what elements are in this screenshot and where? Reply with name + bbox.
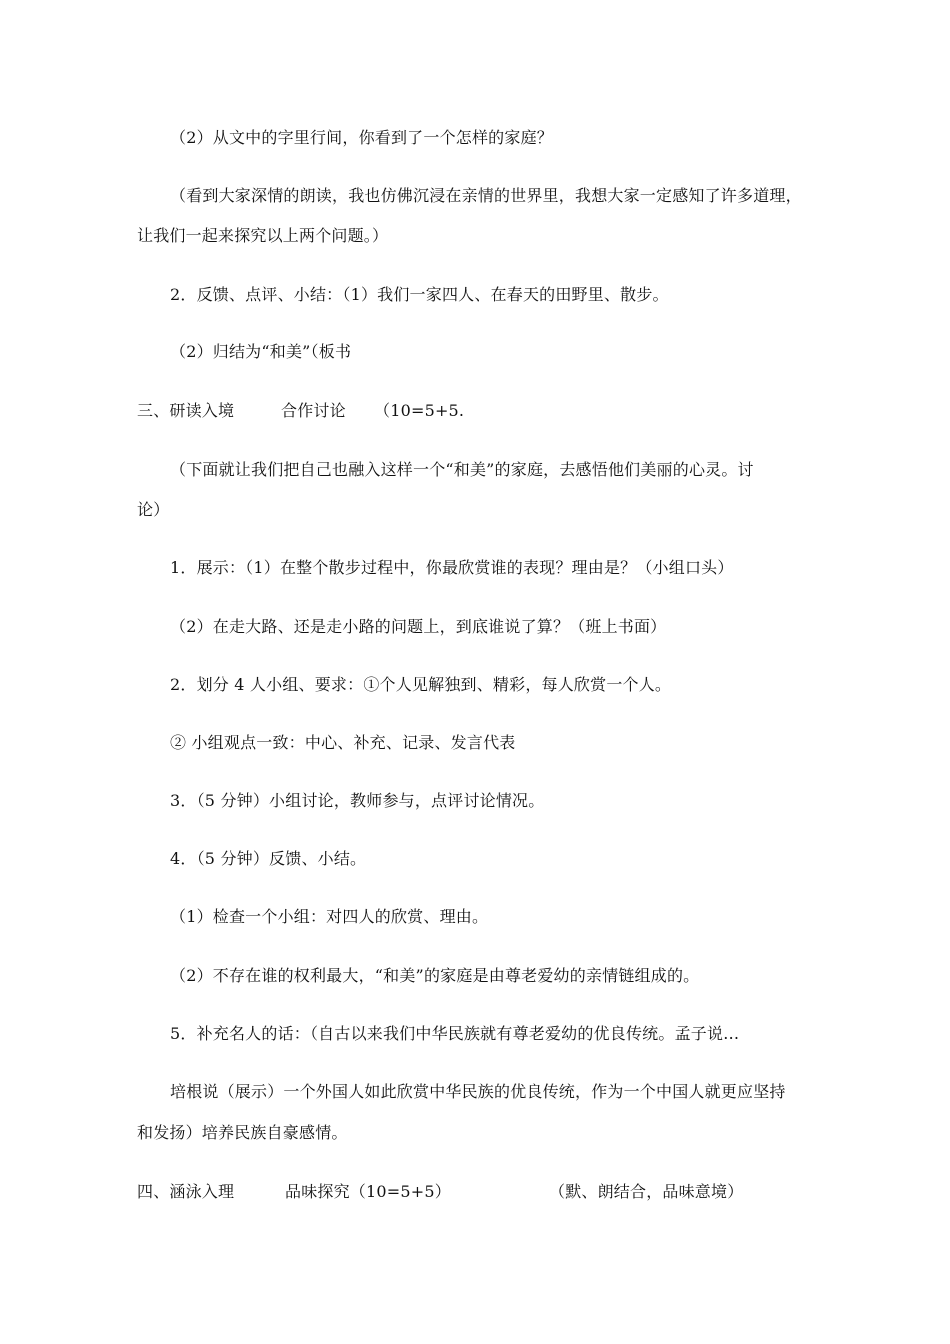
- paragraph-line: 5．补充名人的话：（自古以来我们中华民族就有尊老爱幼的优良传统。孟子说…: [170, 1024, 740, 1043]
- paragraph-line: 3．（5 分钟）小组讨论，教师参与，点评讨论情况。: [170, 791, 545, 810]
- section-note: （默、朗结合，品味意境）: [549, 1182, 744, 1201]
- paragraph-line: 2．反馈、点评、小结：（1）我们一家四人、在春天的田野里、散步。: [170, 285, 669, 304]
- paragraph-line: 1．展示：（1）在整个散步过程中，你最欣赏谁的表现？理由是？（小组口头）: [170, 558, 734, 577]
- section-title: 三、研读入境: [137, 401, 235, 420]
- section-heading-3: [137, 401, 557, 421]
- paragraph-line: 让我们一起来探究以上两个问题。）: [137, 226, 389, 245]
- paragraph-line: 培根说（展示）一个外国人如此欣赏中华民族的优良传统，作为一个中国人就更应坚持: [170, 1082, 786, 1101]
- paragraph-line: （2）在走大路、还是走小路的问题上，到底谁说了算？（班上书面）: [170, 617, 667, 636]
- section-method: 品味探究（10=5+5）: [285, 1182, 451, 1201]
- section-heading-4: [137, 1182, 777, 1202]
- paragraph-line: （2）从文中的字里行间，你看到了一个怎样的家庭？: [170, 128, 553, 147]
- paragraph-line: （看到大家深情的朗读，我也仿佛沉浸在亲情的世界里，我想大家一定感知了许多道理，: [170, 186, 802, 205]
- paragraph-line: （2）归结为“和美”（板书: [170, 342, 352, 361]
- section-title: 四、涵泳入理: [137, 1182, 235, 1201]
- paragraph-line: （1）检查一个小组：对四人的欣赏、理由。: [170, 907, 489, 926]
- paragraph-line: 2．划分 4 人小组、要求：①个人见解独到、精彩，每人欣赏一个人。: [170, 675, 672, 694]
- section-method: 合作讨论: [281, 401, 346, 420]
- paragraph-line: （下面就让我们把自己也融入这样一个“和美”的家庭，去感悟他们美丽的心灵。讨: [170, 460, 754, 479]
- paragraph-line: （2）不存在谁的权利最大，“和美”的家庭是由尊老爱幼的亲情链组成的。: [170, 966, 700, 985]
- section-score: （10=5+5.: [374, 401, 465, 420]
- paragraph-line: 和发扬）培养民族自豪感情。: [137, 1123, 348, 1142]
- paragraph-line: ② 小组观点一致：中心、补充、记录、发言代表: [170, 733, 516, 752]
- paragraph-line: 论）: [137, 500, 170, 519]
- paragraph-line: 4．（5 分钟）反馈、小结。: [170, 849, 367, 868]
